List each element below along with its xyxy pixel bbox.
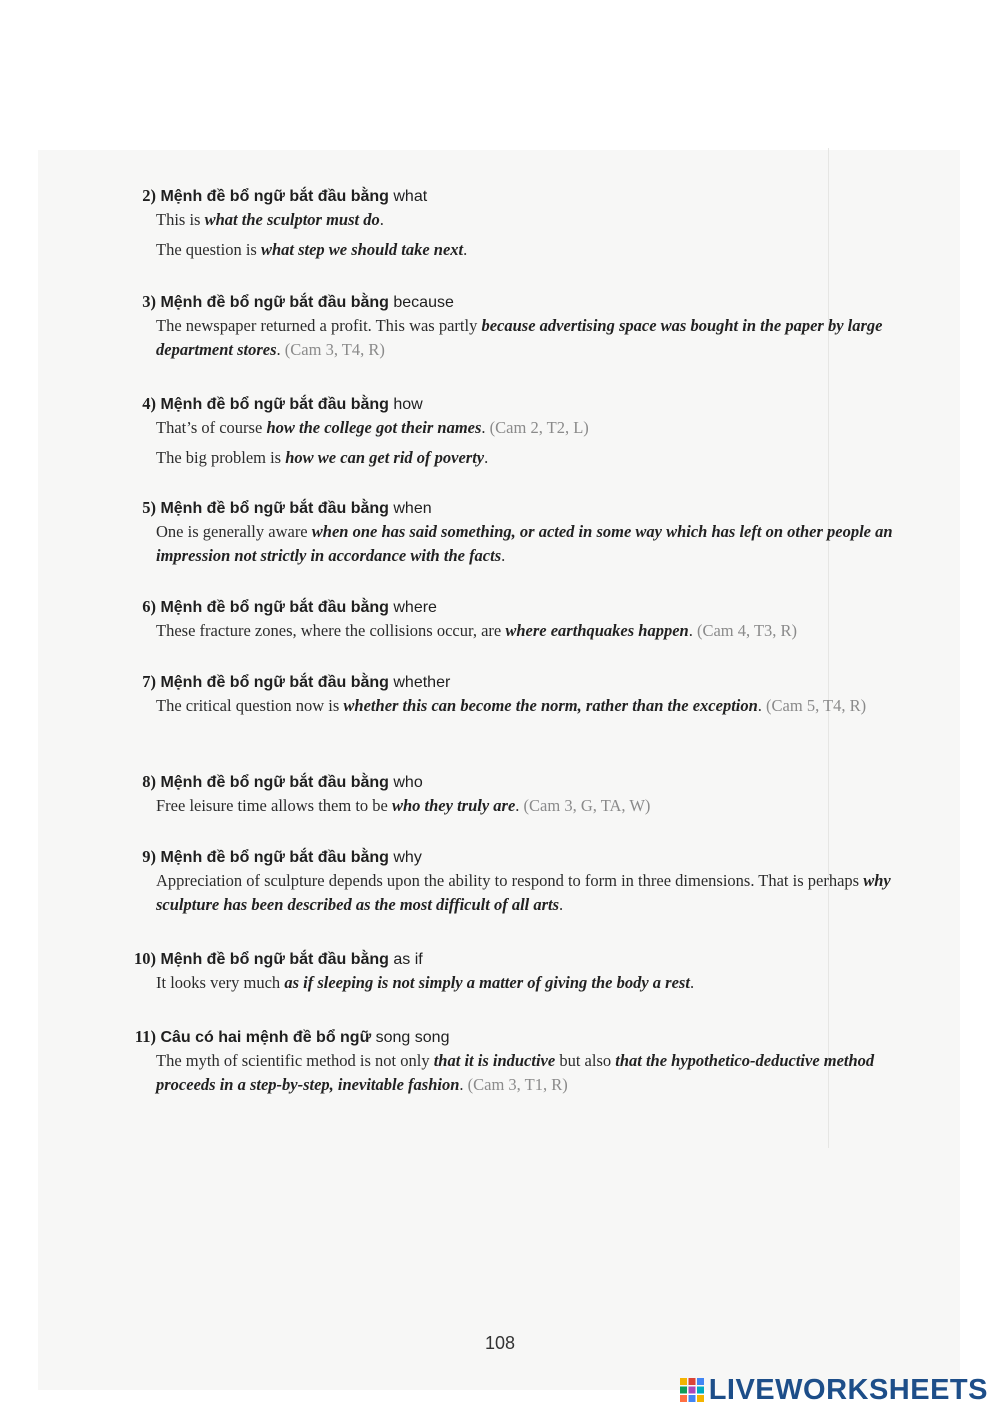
- example-sentence: The big problem is how we can get rid of poverty.: [156, 448, 489, 467]
- section-9: [110, 845, 900, 923]
- section-11: [110, 1025, 900, 1103]
- section-number: 3): [142, 292, 156, 311]
- section-keyword: as if: [393, 951, 423, 968]
- section-examples: [156, 1049, 900, 1097]
- citation: (Cam 3, T1, R): [467, 1075, 568, 1094]
- section-heading: [110, 1025, 900, 1049]
- citation: (Cam 5, T4, R): [766, 696, 867, 715]
- example-sentence: The question is what step we should take next.: [156, 240, 468, 259]
- section-examples: [156, 520, 900, 568]
- section-heading: [110, 290, 900, 314]
- section-number: 8): [142, 772, 156, 791]
- section-heading: [110, 496, 900, 520]
- section-keyword: who: [393, 774, 423, 791]
- section-keyword: where: [393, 599, 437, 616]
- section-heading: [110, 770, 900, 794]
- section-number: 4): [142, 394, 156, 413]
- section-heading: [110, 670, 900, 694]
- section-title: Câu có hai mệnh đề bổ ngữ: [160, 1029, 372, 1046]
- example-sentence: Free leisure time allows them to be who they truly are. (Cam 3, G, TA, W): [156, 796, 651, 815]
- section-heading: [110, 595, 900, 619]
- section-title: Mệnh đề bổ ngữ bắt đầu bằng: [160, 500, 389, 517]
- section-title: Mệnh đề bổ ngữ bắt đầu bằng: [160, 599, 389, 616]
- section-number: 5): [142, 498, 156, 517]
- section-number: 7): [142, 672, 156, 691]
- example-sentence: That’s of course how the college got their names. (Cam 2, T2, L): [156, 418, 589, 437]
- brand-name: LIVEWORKSHEETS: [708, 1373, 988, 1406]
- section-keyword: why: [393, 849, 422, 866]
- section-keyword: what: [393, 188, 428, 205]
- section-heading: [110, 947, 900, 971]
- section-2: [110, 184, 900, 268]
- citation: (Cam 4, T3, R): [696, 621, 798, 640]
- section-title: Mệnh đề bổ ngữ bắt đầu bằng: [160, 774, 389, 791]
- section-examples: [156, 971, 900, 995]
- example-sentence: Appreciation of sculpture depends upon the ability to respond to form in three dimensions. That is perhaps why sculpture has been described as the most difficult of all arts.: [156, 871, 891, 914]
- section-8: [110, 770, 900, 824]
- section-number: 11): [134, 1027, 156, 1046]
- section-examples: [156, 416, 900, 470]
- citation: (Cam 3, T4, R): [284, 340, 385, 359]
- liveworksheets-logo-icon: [679, 1377, 705, 1403]
- example-sentence: The myth of scientific method is not only that it is inductive but also that the hypothetico-deductive method proceeds in a step-by-step, inevitable fashion. (Cam 3, T1, R): [156, 1051, 875, 1094]
- section-title: Mệnh đề bổ ngữ bắt đầu bằng: [160, 294, 389, 311]
- section-heading: [110, 184, 900, 208]
- section-heading: [110, 392, 900, 416]
- section-number: 2): [142, 186, 156, 205]
- section-title: Mệnh đề bổ ngữ bắt đầu bằng: [160, 951, 389, 968]
- section-title: Mệnh đề bổ ngữ bắt đầu bằng: [160, 396, 389, 413]
- example-sentence: The critical question now is whether this can become the norm, rather than the exception. (Cam 5, T4, R): [156, 696, 867, 715]
- example-sentence: The newspaper returned a profit. This was partly because advertising space was bought in the paper by large department stores. (Cam 3, T4, R): [156, 316, 883, 359]
- example-sentence: These fracture zones, where the collisions occur, are where earthquakes happen. (Cam 4, T3, R): [156, 621, 798, 640]
- section-7: [110, 670, 900, 724]
- section-keyword: song song: [375, 1029, 450, 1046]
- section-4: [110, 392, 900, 476]
- section-3: [110, 290, 900, 368]
- section-title: Mệnh đề bổ ngữ bắt đầu bằng: [160, 674, 389, 691]
- section-number: 6): [142, 597, 156, 616]
- section-examples: [156, 619, 900, 643]
- section-examples: [156, 869, 900, 917]
- section-6: [110, 595, 900, 649]
- example-sentence: This is what the sculptor must do.: [156, 210, 384, 229]
- section-heading: [110, 845, 900, 869]
- example-sentence: One is generally aware when one has said something, or acted in some way which has left on other people an impression not strictly in accordance with the facts.: [156, 522, 893, 565]
- section-number: 9): [142, 847, 156, 866]
- section-keyword: how: [393, 396, 423, 413]
- section-examples: [156, 314, 900, 362]
- section-number: 10): [134, 949, 156, 968]
- section-keyword: when: [393, 500, 432, 517]
- section-examples: [156, 208, 900, 262]
- example-sentence: It looks very much as if sleeping is not simply a matter of giving the body a rest.: [156, 973, 695, 992]
- section-examples: [156, 794, 900, 818]
- page-number: 108: [484, 1333, 516, 1353]
- section-keyword: because: [393, 294, 454, 311]
- section-10: [110, 947, 900, 1001]
- section-keyword: whether: [393, 674, 451, 691]
- liveworksheets-brand[interactable]: [679, 1372, 988, 1408]
- section-examples: [156, 694, 900, 718]
- section-title: Mệnh đề bổ ngữ bắt đầu bằng: [160, 188, 389, 205]
- section-title: Mệnh đề bổ ngữ bắt đầu bằng: [160, 849, 389, 866]
- citation: (Cam 3, G, TA, W): [523, 796, 651, 815]
- citation: (Cam 2, T2, L): [489, 418, 589, 437]
- section-5: [110, 496, 900, 574]
